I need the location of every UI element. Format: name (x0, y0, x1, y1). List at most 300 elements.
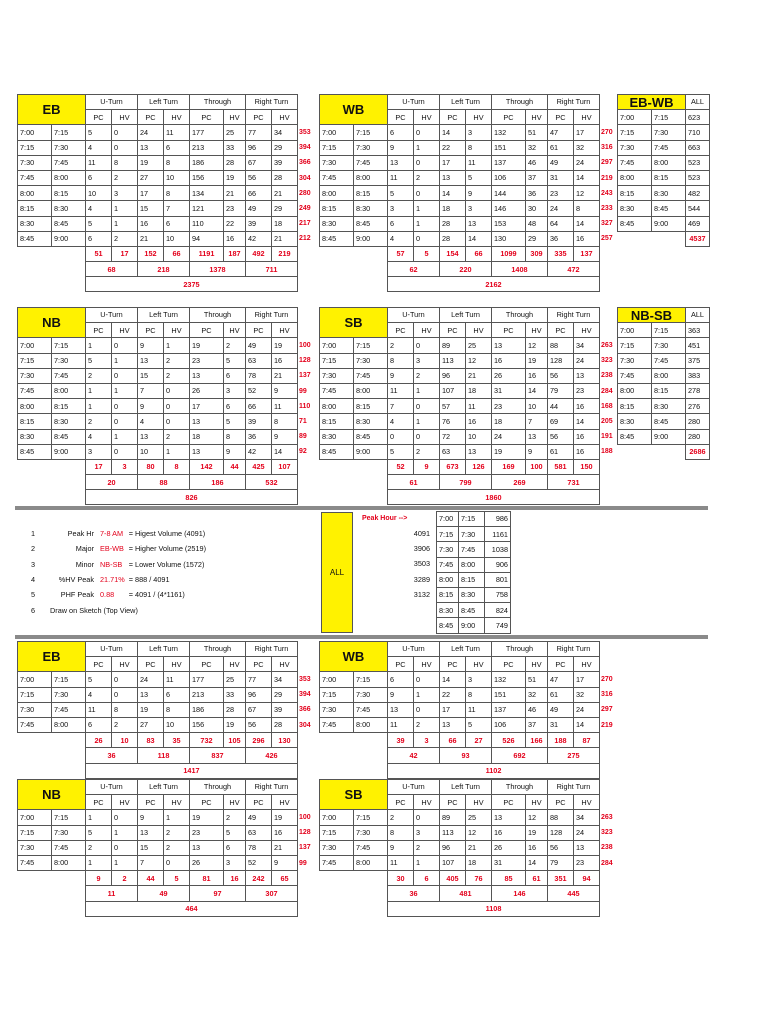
cell: 48 (526, 216, 548, 231)
cell: 72 (440, 429, 466, 444)
cell: 8:00 (459, 557, 485, 572)
movement-total: 36 (86, 748, 138, 763)
cell: 7:15 (354, 810, 388, 825)
cell: 11 (388, 383, 414, 398)
cell: 186 (190, 702, 224, 717)
approach-total: 2162 (388, 277, 600, 292)
subtotal: 5 (414, 246, 440, 261)
cell: 16 (574, 444, 600, 459)
cell: 8:00 (52, 170, 86, 185)
cell: 14 (466, 231, 492, 246)
subtotal: 65 (272, 871, 298, 886)
cell: 375 (686, 353, 710, 368)
cell: 4 (86, 201, 112, 216)
item-value: EB-WB (100, 544, 124, 554)
cell: 8:15 (18, 414, 52, 429)
cell: 8:30 (52, 414, 86, 429)
cell: 0 (112, 810, 138, 825)
item-number: 2 (30, 544, 36, 554)
header-left-turn: Left Turn (138, 95, 190, 110)
eb-peak-table (17, 641, 320, 779)
cell: 8:15 (652, 170, 686, 185)
cell: 8:15 (618, 186, 652, 201)
cell: 9 (138, 338, 164, 353)
cell: 24 (138, 125, 164, 140)
cell: 1 (164, 338, 190, 353)
cell: 79 (548, 855, 574, 870)
table-row (320, 383, 622, 398)
peak-hour-label: Peak Hour --> (362, 515, 408, 522)
header-left-turn: Left Turn (138, 642, 190, 657)
cell: 132 (492, 672, 526, 687)
cell: 1 (112, 855, 138, 870)
cell: 8:15 (52, 399, 86, 414)
cell: 6 (86, 717, 112, 732)
cell: 19 (492, 444, 526, 459)
item-number: 4 (30, 575, 36, 585)
cell: 13 (190, 444, 224, 459)
cell: 7:00 (18, 125, 52, 140)
row-total: 188 (601, 448, 613, 456)
cell: 9 (388, 140, 414, 155)
cell: 14 (526, 855, 548, 870)
cell: 15 (138, 840, 164, 855)
cell: 49 (548, 155, 574, 170)
cell: 0 (414, 125, 440, 140)
header-hv: HV (574, 795, 600, 810)
item-note: = Higher Volume (2519) (128, 544, 207, 554)
cell: 52 (246, 855, 272, 870)
row-total: 304 (299, 174, 311, 182)
row-total: 168 (601, 402, 613, 410)
movement-total: 93 (440, 748, 492, 763)
cell: 6 (224, 399, 246, 414)
cell: 523 (686, 155, 710, 170)
cell: 8:00 (618, 170, 652, 185)
table-row (437, 542, 511, 557)
cell: 1 (86, 399, 112, 414)
cell: 2 (388, 338, 414, 353)
cell: 13 (492, 810, 526, 825)
cell: 137 (492, 702, 526, 717)
cell: 0 (414, 702, 440, 717)
cell: 128 (548, 353, 574, 368)
cell: 13 (492, 338, 526, 353)
header-pc: PC (548, 323, 574, 338)
cell: 10 (164, 231, 190, 246)
cell: 8:30 (52, 201, 86, 216)
cell: 7:15 (618, 125, 652, 140)
cell: 28 (440, 231, 466, 246)
cell: 0 (112, 840, 138, 855)
movement-total: 220 (440, 262, 492, 277)
cell: 7:00 (18, 338, 52, 353)
cell: 51 (526, 672, 548, 687)
cell: 30 (526, 201, 548, 216)
subtotal: 52 (388, 459, 414, 474)
cell: 130 (492, 231, 526, 246)
cell: 2 (86, 840, 112, 855)
movement-total: 711 (246, 262, 298, 277)
cell: 8:45 (618, 216, 652, 231)
cell: 8 (224, 429, 246, 444)
item-value: 7-8 AM (100, 529, 124, 539)
subtotal: 94 (574, 871, 600, 886)
cell: 0 (414, 810, 440, 825)
cell: 8:00 (320, 399, 354, 414)
cell: 3 (112, 186, 138, 201)
header-uturn: U-Turn (86, 780, 138, 795)
cell: 177 (190, 125, 224, 140)
cell: 0 (414, 231, 440, 246)
header-hv: HV (414, 795, 440, 810)
row-total: 323 (601, 357, 613, 365)
table-row (18, 170, 320, 185)
header-through: Through (492, 95, 548, 110)
cell: 2 (86, 368, 112, 383)
item-label: PHF Peak (60, 590, 94, 600)
item-label: Draw on Sketch (Top View) (50, 605, 138, 615)
cell: 7 (388, 399, 414, 414)
cell: 1 (112, 353, 138, 368)
table-row (18, 353, 320, 368)
cell: 1 (414, 140, 440, 155)
nb-peak-table (17, 779, 320, 917)
cell: 21 (272, 231, 298, 246)
subtotal: 57 (388, 246, 414, 261)
subtotal: 8 (164, 459, 190, 474)
cell: 8 (388, 353, 414, 368)
subtotal: 10 (112, 733, 138, 748)
cell: 0 (414, 186, 440, 201)
cell: 8:00 (320, 186, 354, 201)
cell: 15 (138, 201, 164, 216)
cell: 13 (526, 429, 548, 444)
table-row (18, 414, 320, 429)
cell: 22 (224, 216, 246, 231)
row-total: 238 (601, 844, 613, 852)
cell: 0 (164, 414, 190, 429)
cell: 11 (466, 155, 492, 170)
cell: 7:45 (618, 155, 652, 170)
cell: 56 (548, 368, 574, 383)
cell: 8 (164, 186, 190, 201)
cell: 7:15 (354, 338, 388, 353)
header-pc: PC (492, 323, 526, 338)
item-value: NB-SB (100, 559, 123, 569)
cell: 9 (138, 810, 164, 825)
header-pc: PC (190, 657, 224, 672)
row-total: 219 (601, 721, 613, 729)
cell: 758 (485, 587, 511, 602)
cell: 1 (112, 383, 138, 398)
cell: 7 (164, 201, 190, 216)
cell: 14 (574, 717, 600, 732)
cell: 7:15 (52, 672, 86, 687)
subtotal: 351 (548, 871, 574, 886)
cell: 0 (414, 429, 440, 444)
cell: 16 (224, 231, 246, 246)
cell: 49 (246, 201, 272, 216)
cell: 278 (686, 383, 710, 398)
cell: 28 (224, 155, 246, 170)
cell: 4 (388, 231, 414, 246)
cell: 906 (485, 557, 511, 572)
cell: 151 (492, 687, 526, 702)
cell: 6 (388, 216, 414, 231)
row-total: 263 (601, 341, 613, 349)
cell: 16 (574, 231, 600, 246)
table-row (618, 140, 710, 155)
item-number: 6 (30, 605, 36, 615)
item-label: Peak Hr (67, 529, 94, 539)
header-pc: PC (388, 795, 414, 810)
cell: 2 (164, 840, 190, 855)
cell: 3 (388, 201, 414, 216)
table-row (320, 672, 622, 687)
cell: 7:30 (320, 840, 354, 855)
movement-total: 61 (388, 475, 440, 490)
cell: 49 (246, 338, 272, 353)
row-total: 71 (299, 417, 307, 425)
cell: 24 (548, 201, 574, 216)
cell: 8:30 (18, 429, 52, 444)
cell: 2 (112, 231, 138, 246)
cell: 132 (492, 125, 526, 140)
cell: 7:15 (320, 687, 354, 702)
cell: 7:45 (652, 140, 686, 155)
row-total: 280 (299, 189, 311, 197)
cell: 8:00 (354, 855, 388, 870)
direction-label: SB (320, 780, 388, 810)
header-hv: HV (224, 795, 246, 810)
list-item (20, 557, 208, 572)
subtotal: 2 (112, 871, 138, 886)
eb-table (17, 94, 320, 292)
cell: 19 (526, 353, 548, 368)
row-total: 263 (601, 813, 613, 821)
cell: 77 (246, 125, 272, 140)
table-row (618, 201, 710, 216)
table-row (618, 155, 710, 170)
cell: 2 (388, 810, 414, 825)
cell: 276 (686, 399, 710, 414)
cell: 5 (86, 672, 112, 687)
cell: 107 (440, 383, 466, 398)
header-hv: HV (526, 323, 548, 338)
cell: 13 (138, 825, 164, 840)
cell: 0 (112, 368, 138, 383)
row-total: 99 (299, 859, 307, 867)
cell: 0 (112, 444, 138, 459)
cell: 78 (246, 368, 272, 383)
cell: 2 (164, 353, 190, 368)
table-row (618, 323, 710, 338)
cell: 18 (492, 414, 526, 429)
row-total: 284 (601, 387, 613, 395)
header-pc: PC (86, 323, 112, 338)
cell: 16 (526, 840, 548, 855)
header-left-turn: Left Turn (440, 308, 492, 323)
cell: 8:30 (618, 201, 652, 216)
cell: 88 (548, 338, 574, 353)
table-row (618, 338, 710, 353)
subtotal: 242 (246, 871, 272, 886)
cell: 31 (492, 855, 526, 870)
cell: 8:15 (52, 186, 86, 201)
subtotal: 130 (272, 733, 298, 748)
cell: 18 (272, 216, 298, 231)
cell: 0 (112, 672, 138, 687)
subtotal: 9 (414, 459, 440, 474)
cell: 64 (548, 216, 574, 231)
cell: 710 (686, 125, 710, 140)
header-right-turn: Right Turn (548, 308, 600, 323)
cell: 47 (548, 125, 574, 140)
cell: 69 (548, 414, 574, 429)
row-total: 100 (299, 341, 311, 349)
subtotal: 1191 (190, 246, 224, 261)
cell: 57 (440, 399, 466, 414)
cell: 9 (388, 368, 414, 383)
header-pc: PC (388, 323, 414, 338)
cell: 6 (388, 125, 414, 140)
cell: 8:00 (354, 717, 388, 732)
header-pc: PC (246, 323, 272, 338)
cell: 21 (272, 186, 298, 201)
approach-total: 826 (86, 490, 298, 505)
cell: 39 (246, 216, 272, 231)
cell: 8:00 (652, 368, 686, 383)
row-total: 233 (601, 204, 613, 212)
cell: 2 (112, 170, 138, 185)
cell: 1 (414, 855, 440, 870)
subtotal: 5 (164, 871, 190, 886)
header-hv: HV (224, 657, 246, 672)
header-uturn: U-Turn (86, 95, 138, 110)
cell: 1 (164, 444, 190, 459)
table-row (320, 444, 622, 459)
cell: 1 (164, 810, 190, 825)
cell: 16 (272, 353, 298, 368)
cell: 23 (574, 855, 600, 870)
list-item (20, 602, 208, 617)
cell: 89 (440, 338, 466, 353)
header-right-turn: Right Turn (548, 780, 600, 795)
cell: 10 (466, 429, 492, 444)
row-total: 137 (299, 844, 311, 852)
cell: 8:00 (18, 399, 52, 414)
cell: 3 (466, 672, 492, 687)
cell: 451 (686, 338, 710, 353)
cell: 34 (574, 810, 600, 825)
cell: 67 (246, 702, 272, 717)
cell: 7:30 (18, 155, 52, 170)
subtotal: 673 (440, 459, 466, 474)
cell: 7:45 (18, 170, 52, 185)
cell: 25 (224, 672, 246, 687)
cell: 42 (246, 231, 272, 246)
cell: 34 (272, 125, 298, 140)
cell: 8 (272, 414, 298, 429)
movement-total: 799 (440, 475, 492, 490)
cell: 17 (440, 155, 466, 170)
subtotal: 581 (548, 459, 574, 474)
subtotal: 126 (466, 459, 492, 474)
cell: 6 (164, 687, 190, 702)
cell: 28 (272, 717, 298, 732)
section-divider-top (15, 506, 708, 510)
subtotal: 66 (466, 246, 492, 261)
table-row (18, 399, 320, 414)
direction-label: EB (18, 642, 86, 672)
cell: 544 (686, 201, 710, 216)
header-hv: HV (272, 795, 298, 810)
cell: 13 (138, 353, 164, 368)
cell: 8:00 (618, 383, 652, 398)
subtotal: 100 (526, 459, 548, 474)
cell: 9:00 (354, 231, 388, 246)
subtotal: 85 (492, 871, 526, 886)
cell: 28 (224, 702, 246, 717)
subtotal: 187 (224, 246, 246, 261)
cell: 28 (440, 216, 466, 231)
cell: 8:30 (618, 414, 652, 429)
cell: 1 (414, 687, 440, 702)
movement-total: 118 (138, 748, 190, 763)
cell: 56 (548, 429, 574, 444)
cell: 0 (112, 414, 138, 429)
table-row (437, 603, 511, 618)
cell: 6 (224, 840, 246, 855)
cell: 7:45 (18, 855, 52, 870)
header-pc: PC (492, 110, 526, 125)
subtotal: 27 (466, 733, 492, 748)
subtotal: 335 (548, 246, 574, 261)
row-total: 316 (601, 691, 613, 699)
table-row (618, 186, 710, 201)
cell: 18 (190, 429, 224, 444)
cell: 6 (164, 140, 190, 155)
cell: 9:00 (652, 429, 686, 444)
cell: 44 (548, 399, 574, 414)
subtotal: 732 (190, 733, 224, 748)
table-row (437, 618, 511, 633)
cell: 7:45 (652, 353, 686, 368)
cell: 21 (466, 840, 492, 855)
movement-total: 1378 (190, 262, 246, 277)
cell: 63 (440, 444, 466, 459)
subtotal: 152 (138, 246, 164, 261)
cell: 11 (86, 155, 112, 170)
cell: 3 (414, 353, 440, 368)
cell: 7:30 (18, 368, 52, 383)
cell: 14 (574, 414, 600, 429)
row-total: 297 (601, 159, 613, 167)
item-label: %HV Peak (58, 575, 94, 585)
header-left-turn: Left Turn (440, 95, 492, 110)
cell: 801 (485, 572, 511, 587)
cell: 5 (466, 170, 492, 185)
subtotal: 105 (224, 733, 246, 748)
cell: 96 (440, 840, 466, 855)
approach-total: 1102 (388, 763, 600, 778)
cell: 94 (190, 231, 224, 246)
row-total: 89 (299, 433, 307, 441)
header-pc: PC (440, 110, 466, 125)
cell: 19 (272, 810, 298, 825)
cell: 4 (388, 414, 414, 429)
